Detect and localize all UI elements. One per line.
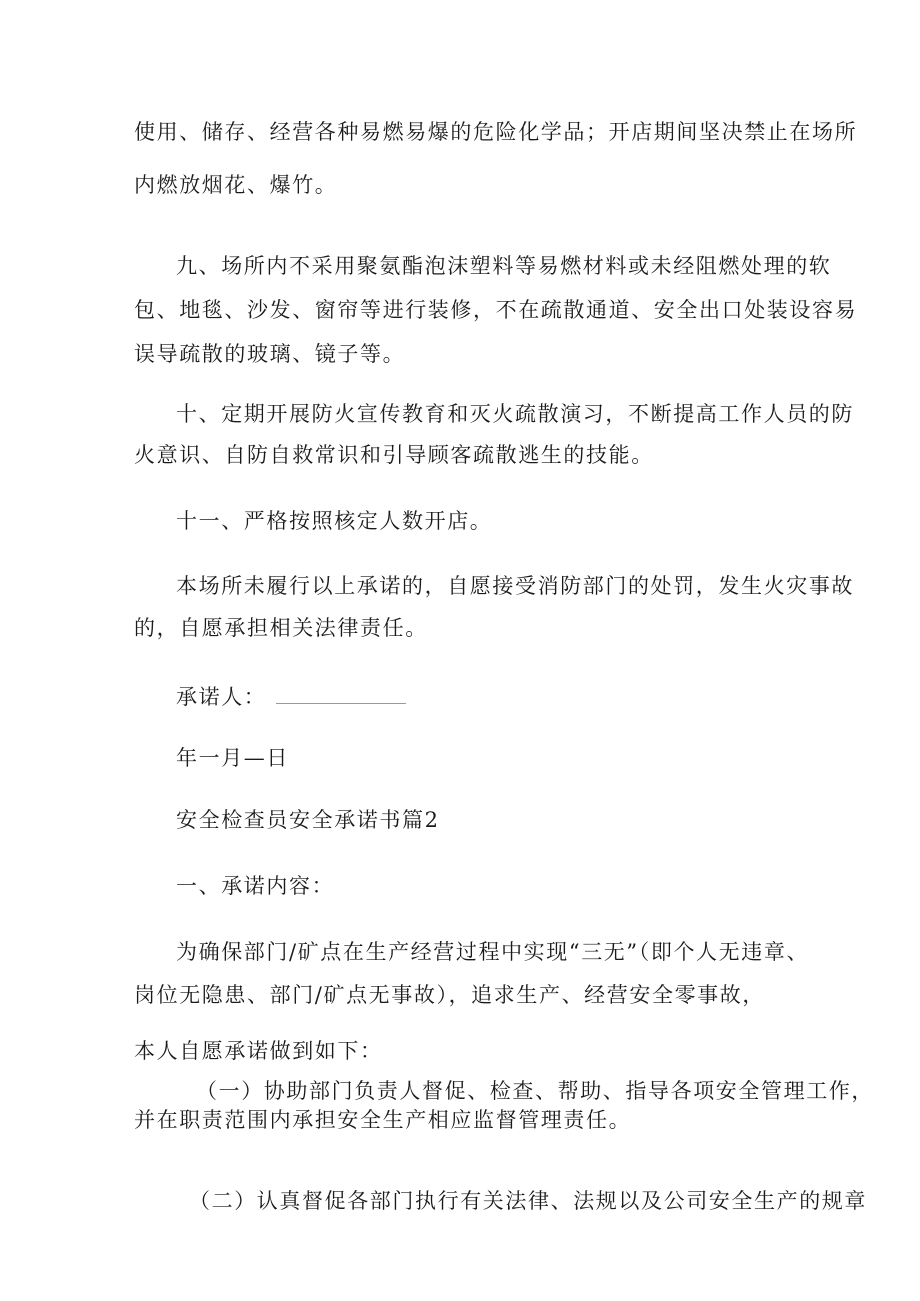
text-line: （二）认真督促各部门执行有关法律、法规以及公司安全生产的规章 bbox=[189, 1189, 867, 1213]
date-line: 年一月—日 bbox=[176, 746, 289, 770]
text-line: 十一、严格按照核定人数开店。 bbox=[176, 509, 493, 533]
text-line: 本场所未履行以上承诺的，自愿接受消防部门的处罚，发生火灾事故 bbox=[176, 574, 854, 598]
text-line: 火意识、自防自救常识和引导顾客疏散逃生的技能。 bbox=[134, 443, 654, 467]
text-line: 一、承诺内容： bbox=[176, 874, 335, 898]
text-line: （一）协助部门负责人督促、检查、帮助、指导各项安全管理工作， bbox=[196, 1079, 874, 1103]
text-line: 本人自愿承诺做到如下： bbox=[134, 1039, 383, 1063]
text-line: 为确保部门/矿点在生产经营过程中实现“三无”（即个人无违章、 bbox=[176, 940, 810, 964]
text-line: 并在职责范围内承担安全生产相应监督管理责任。 bbox=[134, 1108, 632, 1132]
text-line: 包、地毯、沙发、窗帘等进行装修，不在疏散通道、安全出口处装设容易 bbox=[134, 298, 858, 322]
text-line: 内燃放烟花、爆竹。 bbox=[134, 173, 338, 197]
text-line: 误导疏散的玻璃、镜子等。 bbox=[134, 342, 406, 366]
section-title: 安全检查员安全承诺书篇2 bbox=[176, 808, 440, 832]
text-line: 岗位无隐患、部门/矿点无事故），追求生产、经营安全零事故， bbox=[134, 983, 765, 1007]
signatory-line bbox=[176, 683, 406, 711]
signatory-label: 承诺人： bbox=[176, 685, 267, 709]
text-line: 九、场所内不采用聚氨酯泡沫塑料等易燃材料或未经阻燃处理的软 bbox=[176, 254, 832, 278]
signature-blank bbox=[276, 702, 406, 704]
text-line: 的，自愿承担相关法律责任。 bbox=[134, 616, 428, 640]
text-line: 使用、储存、经营各种易燃易爆的危险化学品；开店期间坚决禁止在场所 bbox=[134, 120, 858, 144]
text-line: 十、定期开展防火宣传教育和灭火疏散演习，不断提高工作人员的防 bbox=[176, 402, 854, 426]
